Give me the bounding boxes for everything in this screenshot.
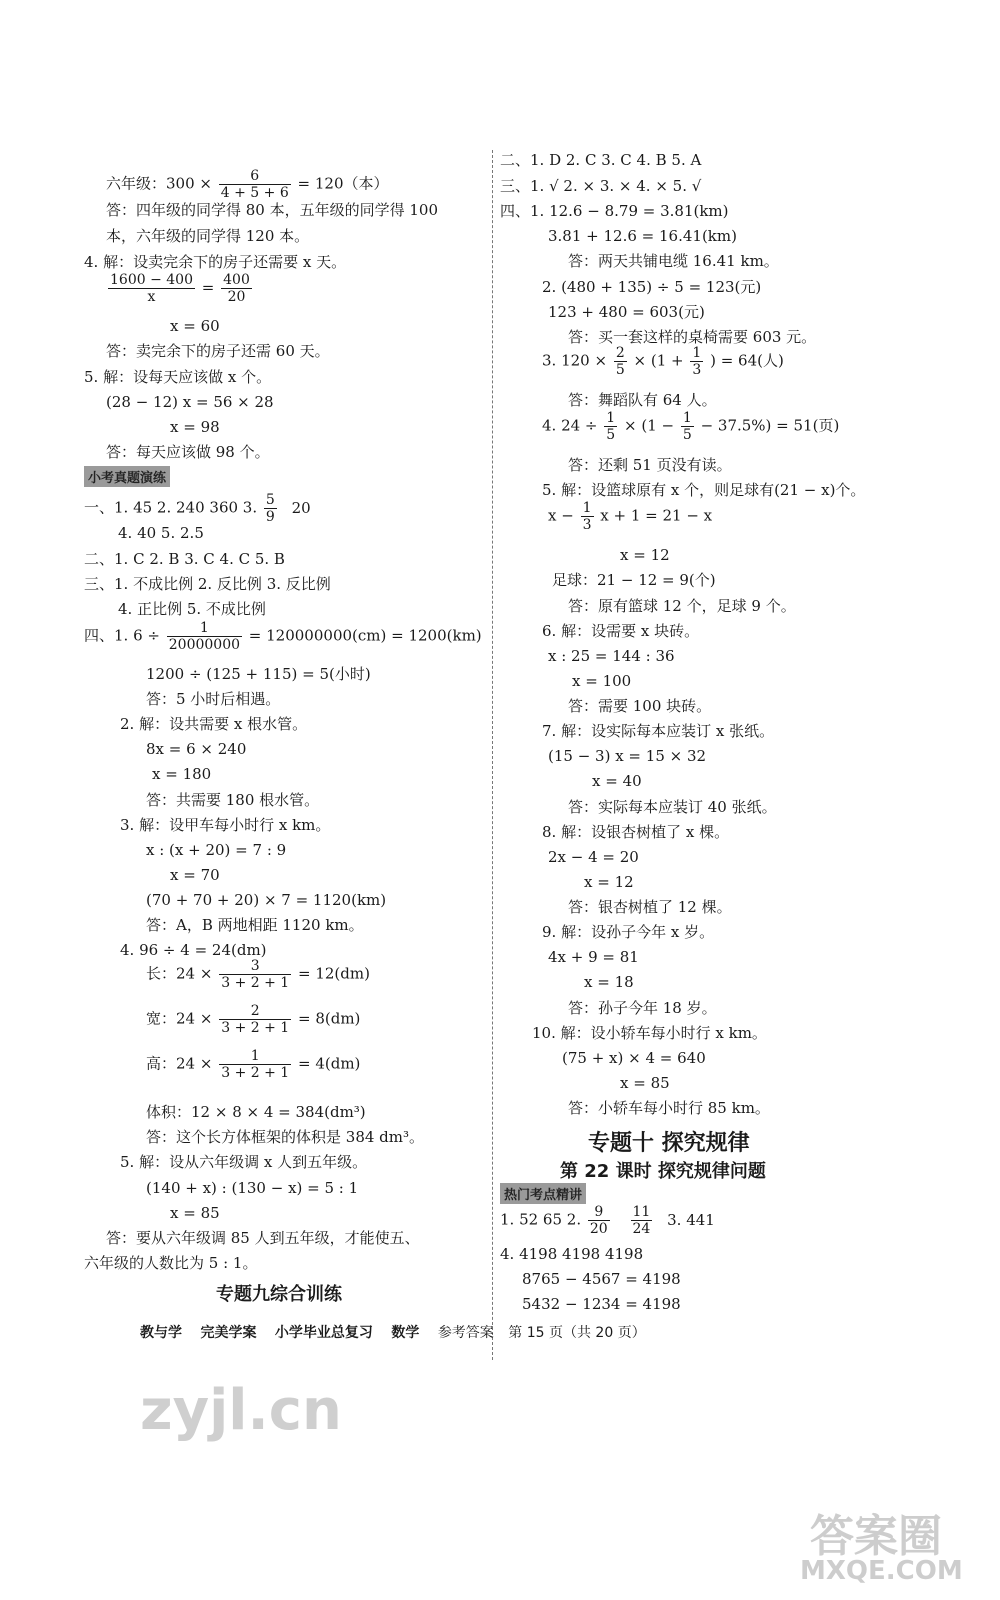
answer-line: 答：这个长方体框架的体积是 384 dm³。 xyxy=(146,1128,425,1146)
answer-line: 答：还剩 51 页没有读。 xyxy=(568,456,732,474)
answer-line: 答：每天应该做 98 个。 xyxy=(106,443,270,461)
equation: x = 12 xyxy=(620,546,670,564)
answer-line: 答：5 小时后相遇。 xyxy=(146,690,281,708)
answer-line: 本，六年级的同学得 120 本。 xyxy=(106,227,310,245)
equation: 宽：24 × $\frac{2}{3 + 2 + 1}$ = 8(dm) xyxy=(146,1003,361,1036)
equation: x = 12 xyxy=(584,873,634,891)
footer-section: 参考答案 xyxy=(437,1325,494,1341)
footer-book: 小学毕业总复习 xyxy=(274,1325,373,1341)
watermark-zyjl: zyjl.cn xyxy=(140,1378,342,1443)
answer-line: 答：A，B 两地相距 1120 km。 xyxy=(146,916,364,934)
equation: $\frac{1600 - 400}{x}$ = $\frac{400}{20}$ xyxy=(110,272,250,305)
answer-line: 答：需要 100 块砖。 xyxy=(568,697,712,715)
question-7r: 7. 解：设实际每本应装订 x 张纸。 xyxy=(542,722,775,740)
answer-line: 二、1. C 2. B 3. C 4. C 5. B xyxy=(84,550,285,568)
answer-line: 答：实际每本应装订 40 张纸。 xyxy=(568,798,777,816)
equation: x = 100 xyxy=(572,672,632,690)
question-5: 5. 解：设每天应该做 x 个。 xyxy=(84,368,272,386)
equation: x = 85 xyxy=(620,1074,670,1092)
equation: (15 − 3) x = 15 × 32 xyxy=(548,747,707,765)
answer-line: 三、1. 不成比例 2. 反比例 3. 反比例 xyxy=(84,575,331,593)
equation: 2x − 4 = 20 xyxy=(548,848,639,866)
equation: 4. 24 ÷ $\frac{1}{5}$ × (1 − $\frac{1}{5}$ − 37.5%) = 51(页) xyxy=(542,410,840,443)
equation: 1200 ÷ (125 + 115) = 5(小时) xyxy=(146,665,371,683)
answer-line: 答：共需要 180 根水管。 xyxy=(146,791,320,809)
answer-line: 一、1. 45 2. 240 360 3. $\frac{5}{9}$ 20 xyxy=(84,492,311,525)
question-8r: 8. 解：设银杏树植了 x 棵。 xyxy=(542,823,730,841)
answer-line: 答：买一套这样的桌椅需要 603 元。 xyxy=(568,328,817,346)
answer-line: 1. 52 65 2. $\frac{9}{20}$ $\frac{11}{24}$ 3. 441 xyxy=(500,1204,715,1237)
answer-line: 六年级的人数比为 5 : 1。 xyxy=(84,1254,258,1272)
answer-line: 答：四年级的同学得 80 本，五年级的同学得 100 xyxy=(106,201,439,219)
answer-line: 答：卖完余下的房子还需 60 天。 xyxy=(106,342,330,360)
fraction: $\frac{6}{4 + 5 + 6}$ xyxy=(220,168,289,201)
footer-brand: 教与学 xyxy=(140,1325,182,1341)
question-4: 4. 解：设卖完余下的房子还需要 x 天。 xyxy=(84,253,347,271)
answer-line: 四、1. 12.6 − 8.79 = 3.81(km) xyxy=(500,202,729,220)
equation: x − $\frac{1}{3}$ x + 1 = 21 − x xyxy=(548,500,713,533)
equation: x = 70 xyxy=(170,866,220,884)
equation: x : 25 = 144 : 36 xyxy=(548,647,675,665)
answer-line: 答：要从六年级调 85 人到五年级，才能使五、 xyxy=(106,1229,420,1247)
equation: 长：24 × $\frac{3}{3 + 2 + 1}$ = 12(dm) xyxy=(146,958,370,991)
equation: 8x = 6 × 240 xyxy=(146,740,247,758)
equation: 4x + 9 = 81 xyxy=(548,948,639,966)
equation: 高：24 × $\frac{1}{3 + 2 + 1}$ = 4(dm) xyxy=(146,1048,361,1081)
question-9r: 9. 解：设孙子今年 x 岁。 xyxy=(542,923,715,941)
equation: x = 180 xyxy=(152,765,212,783)
equation: 足球：21 − 12 = 9(个) xyxy=(552,571,716,589)
column-divider xyxy=(492,150,493,1360)
section-tag: 小考真题演练 xyxy=(84,466,170,487)
equation: x = 98 xyxy=(170,418,220,436)
question-5r: 5. 解：设篮球原有 x 个，则足球有(21 − x)个。 xyxy=(542,481,866,499)
equation: (70 + 70 + 20) × 7 = 1120(km) xyxy=(146,891,387,909)
page-footer xyxy=(140,1322,656,1342)
question-2: 2. 解：设共需要 x 根水管。 xyxy=(120,715,308,733)
watermark-daan: 答案圈 xyxy=(810,1511,942,1562)
equation: 5432 − 1234 = 4198 xyxy=(522,1295,681,1313)
answer-line: 4. 40 5. 2.5 xyxy=(118,524,204,542)
answer-line: 答：两天共铺电缆 16.41 km。 xyxy=(568,252,779,270)
equation: 四、1. 6 ÷ $\frac{1}{20000000}$ = 120000000(cm) = 1200(km) xyxy=(84,620,482,653)
equation: (28 − 12) x = 56 × 28 xyxy=(106,393,274,411)
topic-heading: 专题十 探究规律 xyxy=(588,1131,750,1156)
equation: 体积：12 × 8 × 4 = 384(dm³) xyxy=(146,1103,366,1121)
watermark-site: MXQE.COM xyxy=(800,1556,963,1586)
section-heading: 专题九综合训练 xyxy=(216,1284,342,1305)
equation: (75 + x) × 4 = 640 xyxy=(562,1049,706,1067)
equation: x = 40 xyxy=(592,772,642,790)
answer-line: 答：舞蹈队有 64 人。 xyxy=(568,391,717,409)
answer-line: 答：原有篮球 12 个，足球 9 个。 xyxy=(568,597,796,615)
answer-line: 4. 4198 4198 4198 xyxy=(500,1245,644,1263)
equation: x : (x + 20) = 7 : 9 xyxy=(146,841,287,859)
answer-line: 二、1. D 2. C 3. C 4. B 5. A xyxy=(500,151,702,169)
footer-subject: 数学 xyxy=(391,1325,420,1341)
equation: x = 18 xyxy=(584,973,634,991)
lesson-heading: 第 22 课时 探究规律问题 xyxy=(560,1161,766,1182)
answer-line: 答：小轿车每小时行 85 km。 xyxy=(568,1099,770,1117)
section-tag: 热门考点精讲 xyxy=(500,1183,586,1204)
equation: x = 60 xyxy=(170,317,220,335)
question-3: 3. 解：设甲车每小时行 x km。 xyxy=(120,816,331,834)
question-4b: 4. 96 ÷ 4 = 24(dm) xyxy=(120,941,267,959)
question-6r: 6. 解：设需要 x 块砖。 xyxy=(542,622,700,640)
equation: 2. (480 + 135) ÷ 5 = 123(元) xyxy=(542,278,762,296)
equation: (140 + x) : (130 − x) = 5 : 1 xyxy=(146,1179,359,1197)
line-grade6: 六年级：300 × $\frac{6}{4 + 5 + 6}$ = 120（本） xyxy=(106,168,389,201)
footer-page: 第 15 页（共 20 页） xyxy=(508,1325,646,1341)
equation: 123 + 480 = 603(元) xyxy=(548,303,705,321)
equation: 3.81 + 12.6 = 16.41(km) xyxy=(548,227,737,245)
footer-series: 完美学案 xyxy=(200,1325,257,1341)
answer-line: 答：孙子今年 18 岁。 xyxy=(568,999,717,1017)
question-10r: 10. 解：设小轿车每小时行 x km。 xyxy=(532,1024,767,1042)
answer-line: 答：银杏树植了 12 棵。 xyxy=(568,898,732,916)
answer-line: 4. 正比例 5. 不成比例 xyxy=(118,600,266,618)
equation: 3. 120 × $\frac{2}{5}$ × (1 + $\frac{1}{3}$ ) = 64(人) xyxy=(542,345,784,378)
answer-line: 三、1. √ 2. × 3. × 4. × 5. √ xyxy=(500,177,702,195)
question-5b: 5. 解：设从六年级调 x 人到五年级。 xyxy=(120,1153,368,1171)
equation: 8765 − 4567 = 4198 xyxy=(522,1270,681,1288)
equation: x = 85 xyxy=(170,1204,220,1222)
